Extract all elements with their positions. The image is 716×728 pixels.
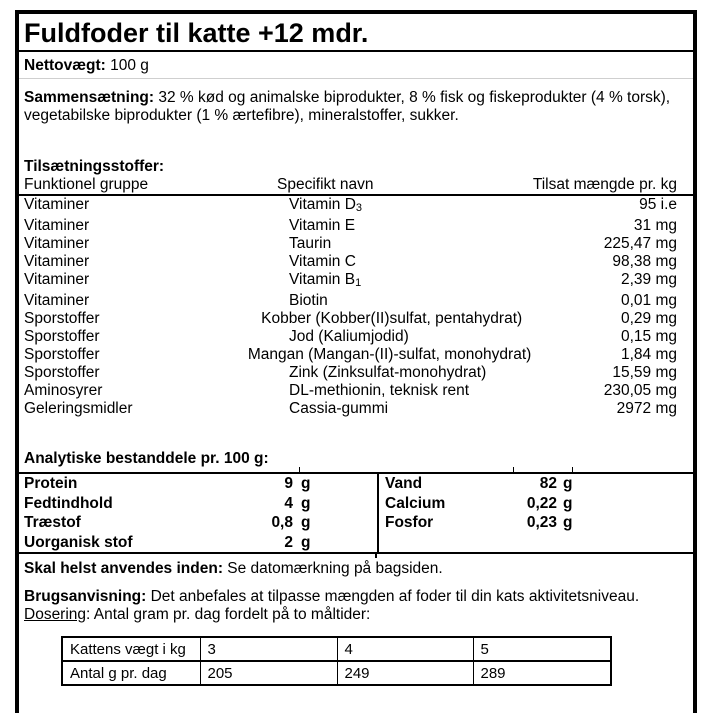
dosage-line xyxy=(19,606,693,624)
analysis-label: Uorganisk stof xyxy=(24,533,133,551)
additive-amount: 2,39 mg xyxy=(620,271,677,288)
analysis-row xyxy=(379,494,693,514)
additives-col-amount: Tilsat mængde pr. kg xyxy=(532,176,677,193)
dosing-cell: 249 xyxy=(337,661,473,685)
net-weight-value: 100 g xyxy=(105,57,149,74)
analysis-label: Protein xyxy=(24,475,78,492)
additive-name: Zink (Zinksulfat-monohydrat) xyxy=(289,364,487,381)
dosing-cell: 4 xyxy=(337,637,473,661)
additive-row xyxy=(19,253,693,271)
dosage-text: : Antal gram pr. dag fordelt på to måltider: xyxy=(86,606,371,623)
analysis-label: Vand xyxy=(385,475,423,492)
label-document xyxy=(15,10,697,713)
analysis-unit: g xyxy=(563,494,573,512)
analysis-value: 0,22 xyxy=(526,494,557,512)
analysis-row xyxy=(19,494,377,514)
dosing-row xyxy=(62,661,611,685)
analysis-unit: g xyxy=(301,494,311,512)
analysis-label: Fedtindhold xyxy=(24,494,113,512)
analysis-unit: g xyxy=(301,514,311,531)
cell-border-tick xyxy=(375,554,377,558)
cell-border-tick xyxy=(572,467,573,472)
additive-name: Jod (Kaliumjodid) xyxy=(289,328,409,345)
analysis-label: Calcium xyxy=(385,494,446,512)
additive-row xyxy=(19,217,693,235)
analysis-row xyxy=(379,474,693,494)
additives-rows xyxy=(19,196,693,418)
additive-row xyxy=(19,328,693,346)
section-divider xyxy=(19,78,693,79)
composition-paragraph xyxy=(19,89,687,125)
additives-col-name: Specifikt navn xyxy=(277,176,374,193)
analysis-unit: g xyxy=(301,533,311,551)
analysis-row xyxy=(19,533,377,553)
title-block xyxy=(19,14,693,52)
analysis-label: Fosfor xyxy=(385,514,434,531)
additive-amount: 15,59 mg xyxy=(612,364,677,381)
dosing-cell: 205 xyxy=(200,661,337,685)
dosing-row-label: Kattens vægt i kg xyxy=(62,637,200,661)
additive-amount: 98,38 mg xyxy=(612,253,677,270)
additive-name: Mangan (Mangan-(II)-sulfat, monohydrat) xyxy=(247,346,532,363)
additive-row xyxy=(19,364,693,382)
additive-row xyxy=(19,400,693,418)
additive-name: Vitamin $D_3$ xyxy=(289,196,363,214)
additive-name: Kobber (Kobber(II)sulfat, pentahydrat) xyxy=(261,310,523,327)
analysis-row xyxy=(19,513,377,533)
additive-name: DL-methionin, teknisk rent xyxy=(289,382,470,399)
additive-name: Vitamin $B_1$ xyxy=(289,271,362,289)
additive-name-subscript: 3 xyxy=(355,202,363,214)
analysis-value: 82 xyxy=(539,475,557,492)
analysis-unit: g xyxy=(563,475,573,492)
additives-header-row xyxy=(19,176,693,196)
additive-name: Cassia-gummi xyxy=(289,400,389,417)
additive-row xyxy=(19,235,693,253)
instructions-label: Brugsanvisning: xyxy=(24,588,147,605)
additive-name-subscript: 1 xyxy=(355,277,362,289)
cell-border-tick xyxy=(299,467,300,472)
dosing-row-label: Antal g pr. dag xyxy=(62,661,200,685)
analysis-value: 2 xyxy=(284,533,293,551)
additive-group: Aminosyrer xyxy=(24,382,103,399)
additive-amount: 95 i.e xyxy=(639,196,677,213)
dosing-cell: 3 xyxy=(200,637,337,661)
additives-col-group: Funktionel gruppe xyxy=(24,176,149,193)
composition-label: Sammensætning: xyxy=(24,89,155,106)
additive-group: Vitaminer xyxy=(24,196,90,213)
net-weight-line xyxy=(19,57,693,75)
additive-amount: 0,01 mg xyxy=(620,292,677,309)
analysis-right-column xyxy=(377,474,693,552)
additive-group: Sporstoffer xyxy=(24,346,100,363)
analysis-value: 9 xyxy=(284,475,293,492)
additive-amount: 225,47 mg xyxy=(603,235,677,252)
instructions-line xyxy=(19,588,693,606)
net-weight-label: Nettovægt: xyxy=(24,57,106,74)
dosage-label: Dosering xyxy=(24,606,87,623)
analysis-label: Træstof xyxy=(24,514,81,531)
additive-row xyxy=(19,346,693,364)
analysis-unit: g xyxy=(563,514,573,531)
additives-title: Tilsætningsstoffer: xyxy=(24,158,165,175)
analysis-value: 4 xyxy=(284,494,293,512)
analysis-table xyxy=(19,472,693,554)
cell-border-tick xyxy=(513,467,514,472)
additive-row xyxy=(19,196,693,217)
analysis-left-column xyxy=(19,474,377,552)
additive-amount: 1,84 mg xyxy=(620,346,677,363)
analysis-row xyxy=(379,513,693,533)
additive-group: Sporstoffer xyxy=(24,364,100,381)
additive-row xyxy=(19,310,693,328)
additive-name: Taurin xyxy=(289,235,332,252)
additive-name: Vitamin E xyxy=(289,217,356,234)
additive-name: Vitamin C xyxy=(289,253,356,270)
analysis-title: Analytiske bestanddele pr. 100 g: xyxy=(24,450,269,467)
additive-group: Vitaminer xyxy=(24,271,90,288)
analysis-row xyxy=(19,474,377,494)
additive-group: Sporstoffer xyxy=(24,310,100,327)
dosing-row xyxy=(62,637,611,661)
best-before-line xyxy=(19,560,693,578)
additive-group: Vitaminer xyxy=(24,292,90,309)
additive-group: Geleringsmidler xyxy=(24,400,133,417)
additive-amount: 31 mg xyxy=(633,217,677,234)
additive-amount: 230,05 mg xyxy=(603,382,677,399)
instructions-text: Det anbefales at tilpasse mængden af foder til din kats aktivitetsniveau. xyxy=(146,588,640,605)
dosing-table xyxy=(61,636,612,686)
best-before-text: Se datomærkning på bagsiden. xyxy=(222,560,443,577)
additive-name: Biotin xyxy=(289,292,328,309)
additive-group: Sporstoffer xyxy=(24,328,100,345)
dosing-cell: 289 xyxy=(473,661,611,685)
analysis-unit: g xyxy=(301,475,311,492)
additive-amount: 2972 mg xyxy=(616,400,677,417)
dosing-cell: 5 xyxy=(473,637,611,661)
additive-amount: 0,29 mg xyxy=(620,310,677,327)
additive-amount: 0,15 mg xyxy=(620,328,677,345)
best-before-label: Skal helst anvendes inden: xyxy=(24,560,223,577)
additive-row xyxy=(19,271,693,292)
additive-row xyxy=(19,382,693,400)
analysis-value: 0,8 xyxy=(271,514,293,531)
analysis-value: 0,23 xyxy=(526,514,557,531)
additive-group: Vitaminer xyxy=(24,235,90,252)
page-title: Fuldfoder til katte +12 mdr. xyxy=(24,18,369,48)
additive-row xyxy=(19,292,693,310)
additive-group: Vitaminer xyxy=(24,253,90,270)
composition-text: 32 % kød og animalske biprodukter, 8 % fisk og fiskeprodukter (4 % torsk), vegetabilske biprodukter (1 % ærtefibre), mineralstoffer, sukker. xyxy=(24,89,671,124)
additive-group: Vitaminer xyxy=(24,217,90,234)
